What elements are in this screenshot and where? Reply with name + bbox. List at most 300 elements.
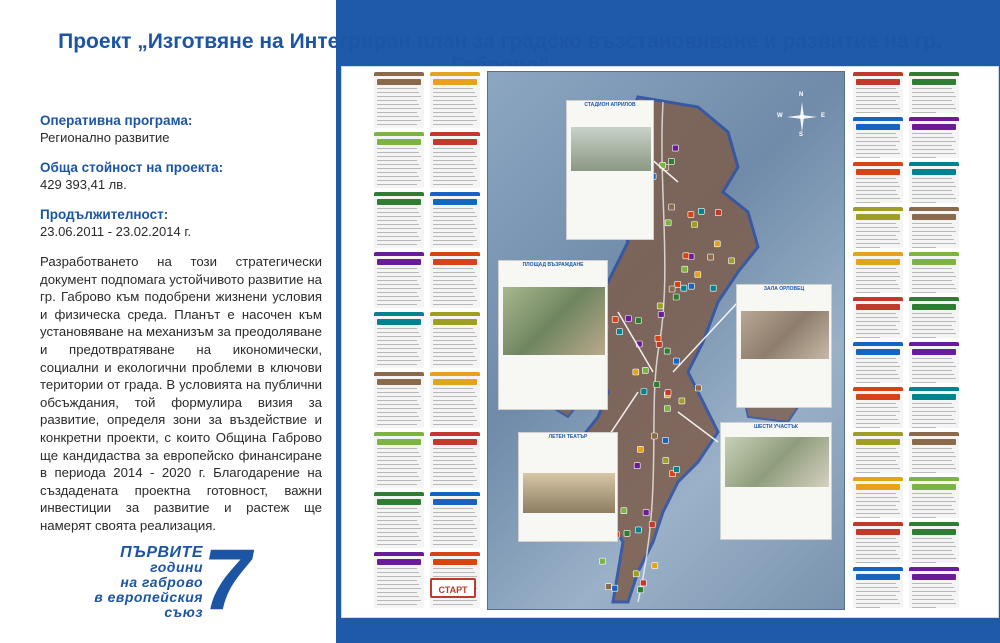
project-card-line [856,591,900,593]
project-card [909,522,959,563]
project-card-line [856,607,880,609]
project-card-line [377,460,417,462]
project-card-line [912,145,952,147]
project-card-line [856,366,900,368]
project-card-bar [856,574,900,580]
project-card-line [912,403,952,405]
project-card-line [433,148,473,150]
project-card-line [433,548,457,549]
project-card-line [856,513,900,515]
project-card-line [433,540,477,542]
project-card-line [433,424,473,426]
logo-line-3: на габрово [120,574,203,590]
marker-icon [600,558,606,564]
project-card [430,252,480,308]
project-card-line [912,595,952,597]
project-card-line [433,604,473,606]
project-card [853,297,903,338]
project-card [374,372,424,428]
project-card-line [377,172,417,174]
project-card-line [856,288,900,290]
project-card-bar [912,214,956,220]
project-card-line [377,360,421,362]
project-card-line [912,317,954,319]
project-card-bar [856,79,900,85]
project-card-line [912,235,952,237]
marker-icon [643,510,649,516]
project-card-line [912,407,954,409]
project-card [853,477,903,518]
project-card [374,192,424,248]
project-card-line [912,231,956,233]
project-card-bar [912,529,956,535]
project-card-line [856,472,880,474]
project-card-line [377,568,417,570]
project-card-line [856,546,900,548]
project-card-line [433,240,477,242]
project-card [853,117,903,158]
project-card-line [377,592,417,594]
project-card-line [912,108,956,110]
project-card [853,522,903,563]
project-card-line [912,501,956,503]
project-card-line [912,149,954,151]
project-card-line [912,313,952,315]
project-card-line [856,276,900,278]
project-card [853,567,903,608]
project-card-line [433,460,473,462]
project-card-line [912,472,936,474]
project-card-line [912,591,956,593]
marker-icon [658,311,664,317]
project-card-bar [433,259,477,265]
project-card [853,387,903,428]
project-card-line [377,516,421,518]
project-card-line [377,348,421,350]
project-card-line [377,508,417,510]
marker-icon [695,272,701,278]
project-card-line [377,400,417,402]
project-card-line [912,505,952,507]
project-card-line [433,472,473,474]
project-card [853,252,903,293]
project-card-bar [912,124,956,130]
project-card-bar [856,214,900,220]
project-card-line [433,296,475,298]
project-card-line [912,112,936,114]
marker-icon [641,389,647,395]
project-card-line [856,358,896,360]
project-card [853,342,903,383]
project-card-line [912,329,954,331]
project-card-line [433,448,473,450]
marker-icon [635,527,641,533]
project-card-line [377,528,421,530]
project-card [430,192,480,248]
project-card-line [377,284,419,286]
project-card-line [856,235,896,237]
project-card-bar [377,439,421,445]
project-card-line [912,493,952,495]
cost-label: Обща стойност на проекта: [40,160,224,175]
compass-rose [785,100,819,134]
project-card-line [433,356,475,358]
project-card-line [377,472,417,474]
marker-icon [621,508,627,514]
project-card-line [912,247,936,249]
project-card-line [912,603,956,605]
project-card-line [377,280,417,282]
project-card-bar [856,439,900,445]
project-card [853,72,903,113]
photo-theatre [518,432,618,542]
marker-icon [729,258,735,264]
photo-theatre-title: ЛЕТЕН ТЕАТЪР [548,434,588,440]
project-card [909,297,959,338]
marker-icon [665,220,671,226]
project-card-line [856,112,880,114]
project-card-line [856,554,898,556]
project-card-line [912,374,954,376]
project-card-line [912,546,956,548]
project-card-line [856,452,898,454]
project-card-line [377,332,419,334]
project-card-line [433,284,475,286]
project-card-line [856,595,896,597]
marker-icon [634,463,640,469]
marker-icon [617,329,623,335]
project-card-line [856,272,898,274]
marker-icon [606,584,612,590]
project-card-line [433,536,475,538]
project-card-line [377,164,419,166]
logo-line-1: ПЪРВИТЕ [120,544,203,561]
project-card-line [912,558,956,560]
project-card-line [433,344,475,346]
project-card-line [856,153,900,155]
project-card-line [433,152,475,154]
marker-icon [637,446,643,452]
project-card-line [856,374,898,376]
project-card-bar [856,304,900,310]
marker-icon [663,458,669,464]
project-card-line [433,108,477,110]
marker-icon [654,382,660,388]
project-card-line [912,607,936,609]
project-card-line [433,288,477,290]
project-info [40,112,322,535]
project-card-line [377,596,419,598]
project-card-line [856,599,898,601]
marker-icon [664,406,670,412]
project-card-line [433,516,477,518]
project-card-bar [433,439,477,445]
project-card-line [433,300,477,302]
project-card-line [433,96,477,98]
project-card-line [912,452,954,454]
project-card-line [856,157,880,159]
marker-icon [668,158,674,164]
project-card-line [377,412,417,414]
project-card-line [377,536,419,538]
project-card-line [912,362,954,364]
project-card [374,72,424,128]
start-sign-icon [430,578,476,598]
project-card-line [377,340,417,342]
project-card-line [377,336,421,338]
project-card-line [912,268,952,270]
project-card-line [856,411,900,413]
marker-icon [642,367,648,373]
project-card-bar [856,394,900,400]
project-card-line [912,104,954,106]
project-card-line [377,428,401,429]
project-card [909,252,959,293]
project-card-line [912,378,956,380]
project-card-line [377,396,421,398]
project-card-line [433,272,475,274]
project-card-line [377,480,421,482]
project-card [374,132,424,188]
project-card-line [912,272,954,274]
marker-icon [669,204,675,210]
city-map [487,71,845,610]
project-card [430,72,480,128]
project-card-line [912,419,954,421]
project-card-line [433,348,477,350]
project-card-line [912,333,956,335]
project-card [909,117,959,158]
logo-line-2: години [150,559,203,575]
project-card-bar [433,499,477,505]
photo-square-title: ПЛОЩАД ВЪЗРАЖДАНЕ [522,262,584,268]
project-card-line [912,182,954,184]
project-card-line [856,337,880,339]
project-card-line [433,572,475,574]
project-card-line [377,364,417,366]
project-card-line [856,333,900,335]
marker-icon [674,466,680,472]
marker-icon [674,358,680,364]
project-card-line [856,460,896,462]
marker-icon [715,210,721,216]
seven-years-logo [58,532,258,628]
project-card-line [856,362,898,364]
cost-value: 429 393,41 лв. [40,177,127,192]
project-card-line [433,120,477,122]
project-card-line [856,88,896,90]
project-card-line [856,268,896,270]
project-card-line [912,96,956,98]
marker-icon [640,580,646,586]
project-card-line [433,88,473,90]
project-card-line [377,420,421,422]
project-card-line [377,416,419,418]
project-card [374,252,424,308]
project-description: Разработването на този стратегически документ подпомага устойчивото развитие на гр. Габрово към подобрени жизнени условия и физическа среда. Планът е насочен към установяване на механизъм за преодоляване и предотвратяване на икономически, социални и екологични проблеми в ключови територии от града. В условията на публични обсъждания, той формулира визия за развитие, определя зони за въздействие и конкретни проекти, с които Община Габрово ще кандидаства за европейско финансиране в периода 2014 - 2020 г. Благодарение на създадената проектна готовност, важни инвестиции за развитие и растеж ще намерят своята реализация. [40,254,322,533]
project-card-line [377,180,421,182]
project-card-line [856,448,896,450]
project-card-line [912,542,954,544]
project-card-line [856,92,898,94]
project-card-line [912,497,954,499]
project-card-line [912,284,954,286]
project-card-bar [377,259,421,265]
project-card-line [856,198,900,200]
project-card-line [856,313,896,315]
project-card-line [377,116,419,118]
project-card-line [856,558,900,560]
project-card-line [433,404,475,406]
marker-icon [669,286,675,292]
project-card-line [377,600,421,602]
project-card-line [377,208,417,210]
project-card-line [856,509,898,511]
project-card-line [912,239,954,241]
project-card-line [433,476,475,478]
project-card [909,567,959,608]
marker-icon [673,294,679,300]
project-card-line [433,512,475,514]
project-card-line [912,321,956,323]
project-card-line [377,304,417,306]
project-card-line [433,336,477,338]
project-card-line [912,88,952,90]
marker-icon [649,522,655,528]
project-card-line [912,427,936,429]
project-card-line [856,108,900,110]
project-card-line [856,239,898,241]
project-card-line [856,501,900,503]
project-card [374,432,424,488]
project-card-bar [377,499,421,505]
project-card-line [377,484,417,486]
project-card-line [433,220,473,222]
marker-icon [682,266,688,272]
project-card-line [433,408,477,410]
project-card-line [377,392,419,394]
project-card [374,312,424,368]
project-card-line [433,156,477,158]
project-card-line [912,460,952,462]
project-card-line [433,400,473,402]
project-card-line [433,388,473,390]
marker-icon [688,211,694,217]
project-card-line [856,370,896,372]
photo-stadium-image [571,127,651,171]
project-card-line [912,288,956,290]
project-card-line [377,532,417,534]
project-card-line [856,202,880,204]
project-card-line [433,112,473,114]
photo-square [498,260,608,410]
project-card-line [433,396,477,398]
project-card-line [433,124,473,126]
project-card-line [433,276,477,278]
project-card-line [856,243,900,245]
start-label: СТАРТ [438,585,468,595]
project-card-line [377,328,417,330]
project-card-line [433,528,477,530]
project-card-line [377,268,417,270]
project-card-line [377,216,421,218]
project-card-line [377,168,421,170]
project-card-bar [912,169,956,175]
project-card-line [433,100,473,102]
project-card-line [377,540,421,542]
project-card-bar [912,349,956,355]
project-card-line [856,133,896,135]
project-card-bar [377,379,421,385]
project-card-bar [856,529,900,535]
project-card-line [377,156,421,158]
project-card-line [912,554,954,556]
project-card-line [856,96,900,98]
project-card-line [856,562,880,564]
project-card-line [377,176,419,178]
project-card-line [912,411,956,413]
marker-icon [692,222,698,228]
project-card-bar [856,259,900,265]
project-card-line [377,292,417,294]
project-card-line [912,292,936,294]
project-card-line [856,587,898,589]
project-card-line [856,505,896,507]
project-card-line [856,321,900,323]
project-card-bar [912,394,956,400]
project-card-line [856,223,896,225]
compass-w: W [777,113,783,119]
project-card-line [856,403,896,405]
marker-icon [633,571,639,577]
project-card-bar [856,124,900,130]
project-card-line [433,508,473,510]
logo-text [58,545,203,620]
project-card-line [856,550,896,552]
compass-e: E [821,113,826,119]
project-card-line [856,464,898,466]
project-card-line [912,423,956,425]
project-card-line [912,538,952,540]
project-card [853,207,903,248]
project-card-line [377,276,421,278]
project-card-line [377,404,419,406]
project-card-line [433,184,473,186]
project-card-line [912,513,956,515]
project-card-line [377,352,417,354]
project-card-line [377,148,417,150]
project-card-line [377,88,417,90]
project-card-line [433,164,475,166]
photo-stadium [566,100,654,240]
project-card-line [377,356,419,358]
logo-line-4: в европейския [94,589,203,605]
project-card-line [912,141,956,143]
marker-icon [675,281,681,287]
project-card-line [377,232,417,234]
project-card-line [433,116,475,118]
project-card-bar [433,199,477,205]
project-card-bar [433,79,477,85]
project-card-line [377,188,401,189]
project-card-line [433,520,473,522]
marker-icon [698,208,704,214]
project-card-line [856,415,896,417]
project-card-line [912,509,954,511]
photo-sixth-district [720,422,832,540]
project-card-line [377,108,421,110]
project-card-line [377,604,417,606]
